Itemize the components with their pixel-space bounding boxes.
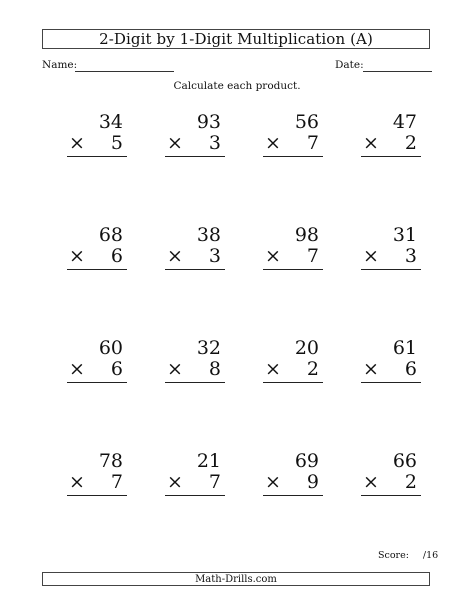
problem-5 — [67, 225, 127, 270]
multiplier: 3 — [208, 132, 221, 154]
multiplier: 3 — [404, 245, 417, 267]
multiplicand: 32 — [196, 337, 221, 359]
problem-9 — [67, 338, 127, 383]
worksheet-title-box — [42, 29, 430, 49]
multiplier-row — [165, 246, 225, 270]
problem-2 — [165, 112, 225, 157]
multiplicand: 34 — [98, 111, 123, 133]
multiplier-row — [361, 359, 421, 383]
multiplier: 9 — [306, 471, 319, 493]
times-sign: × — [167, 358, 183, 380]
times-sign: × — [265, 245, 281, 267]
multiplicand: 21 — [196, 450, 221, 472]
times-sign: × — [167, 132, 183, 154]
multiplier-row — [165, 472, 225, 496]
multiplier: 7 — [110, 471, 123, 493]
problem-12 — [361, 338, 421, 383]
times-sign: × — [265, 132, 281, 154]
times-sign: × — [363, 132, 379, 154]
multiplicand: 78 — [98, 450, 123, 472]
multiplier: 7 — [306, 245, 319, 267]
multiplier-row — [165, 133, 225, 157]
multiplier: 2 — [404, 471, 417, 493]
multiplicand: 93 — [196, 111, 221, 133]
multiplier: 6 — [404, 358, 417, 380]
multiplicand: 61 — [392, 337, 417, 359]
problem-15 — [263, 451, 323, 496]
multiplicand: 69 — [294, 450, 319, 472]
name-field-line — [75, 71, 174, 72]
date-label: Date: — [335, 59, 364, 71]
multiplier-row — [361, 246, 421, 270]
problem-8 — [361, 225, 421, 270]
multiplier-row — [165, 359, 225, 383]
instructions: Calculate each product. — [173, 80, 301, 92]
multiplier-row — [361, 472, 421, 496]
multiplier-row — [67, 472, 127, 496]
problem-1 — [67, 112, 127, 157]
problem-14 — [165, 451, 225, 496]
multiplicand: 66 — [392, 450, 417, 472]
name-label: Name: — [42, 59, 78, 71]
times-sign: × — [69, 358, 85, 380]
multiplier: 6 — [110, 245, 123, 267]
problem-6 — [165, 225, 225, 270]
problem-13 — [67, 451, 127, 496]
times-sign: × — [363, 358, 379, 380]
site-name: Math-Drills.com — [195, 573, 277, 585]
multiplier: 3 — [208, 245, 221, 267]
multiplier: 8 — [208, 358, 221, 380]
multiplier: 7 — [208, 471, 221, 493]
footer-box — [42, 572, 430, 586]
times-sign: × — [69, 132, 85, 154]
multiplier-row — [361, 133, 421, 157]
times-sign: × — [363, 245, 379, 267]
times-sign: × — [69, 471, 85, 493]
problem-10 — [165, 338, 225, 383]
multiplier: 6 — [110, 358, 123, 380]
times-sign: × — [69, 245, 85, 267]
times-sign: × — [265, 358, 281, 380]
times-sign: × — [167, 245, 183, 267]
multiplier: 2 — [306, 358, 319, 380]
multiplicand: 98 — [294, 224, 319, 246]
multiplicand: 60 — [98, 337, 123, 359]
multiplier: 7 — [306, 132, 319, 154]
multiplier: 5 — [110, 132, 123, 154]
date-field-line — [363, 71, 432, 72]
score-area — [378, 550, 438, 561]
score-label: Score: — [378, 550, 409, 561]
problem-11 — [263, 338, 323, 383]
multiplier: 2 — [404, 132, 417, 154]
multiplicand: 68 — [98, 224, 123, 246]
times-sign: × — [167, 471, 183, 493]
problem-4 — [361, 112, 421, 157]
times-sign: × — [363, 471, 379, 493]
multiplicand: 47 — [392, 111, 417, 133]
multiplier-row — [67, 133, 127, 157]
problem-3 — [263, 112, 323, 157]
multiplier-row — [263, 359, 323, 383]
multiplier-row — [263, 472, 323, 496]
times-sign: × — [265, 471, 281, 493]
multiplier-row — [263, 133, 323, 157]
score-total: /16 — [422, 550, 439, 561]
multiplicand: 20 — [294, 337, 319, 359]
multiplicand: 38 — [196, 224, 221, 246]
multiplier-row — [263, 246, 323, 270]
multiplier-row — [67, 246, 127, 270]
worksheet-title: 2-Digit by 1-Digit Multiplication (A) — [99, 30, 373, 48]
multiplicand: 31 — [392, 224, 417, 246]
multiplicand: 56 — [294, 111, 319, 133]
multiplier-row — [67, 359, 127, 383]
problem-16 — [361, 451, 421, 496]
problem-7 — [263, 225, 323, 270]
